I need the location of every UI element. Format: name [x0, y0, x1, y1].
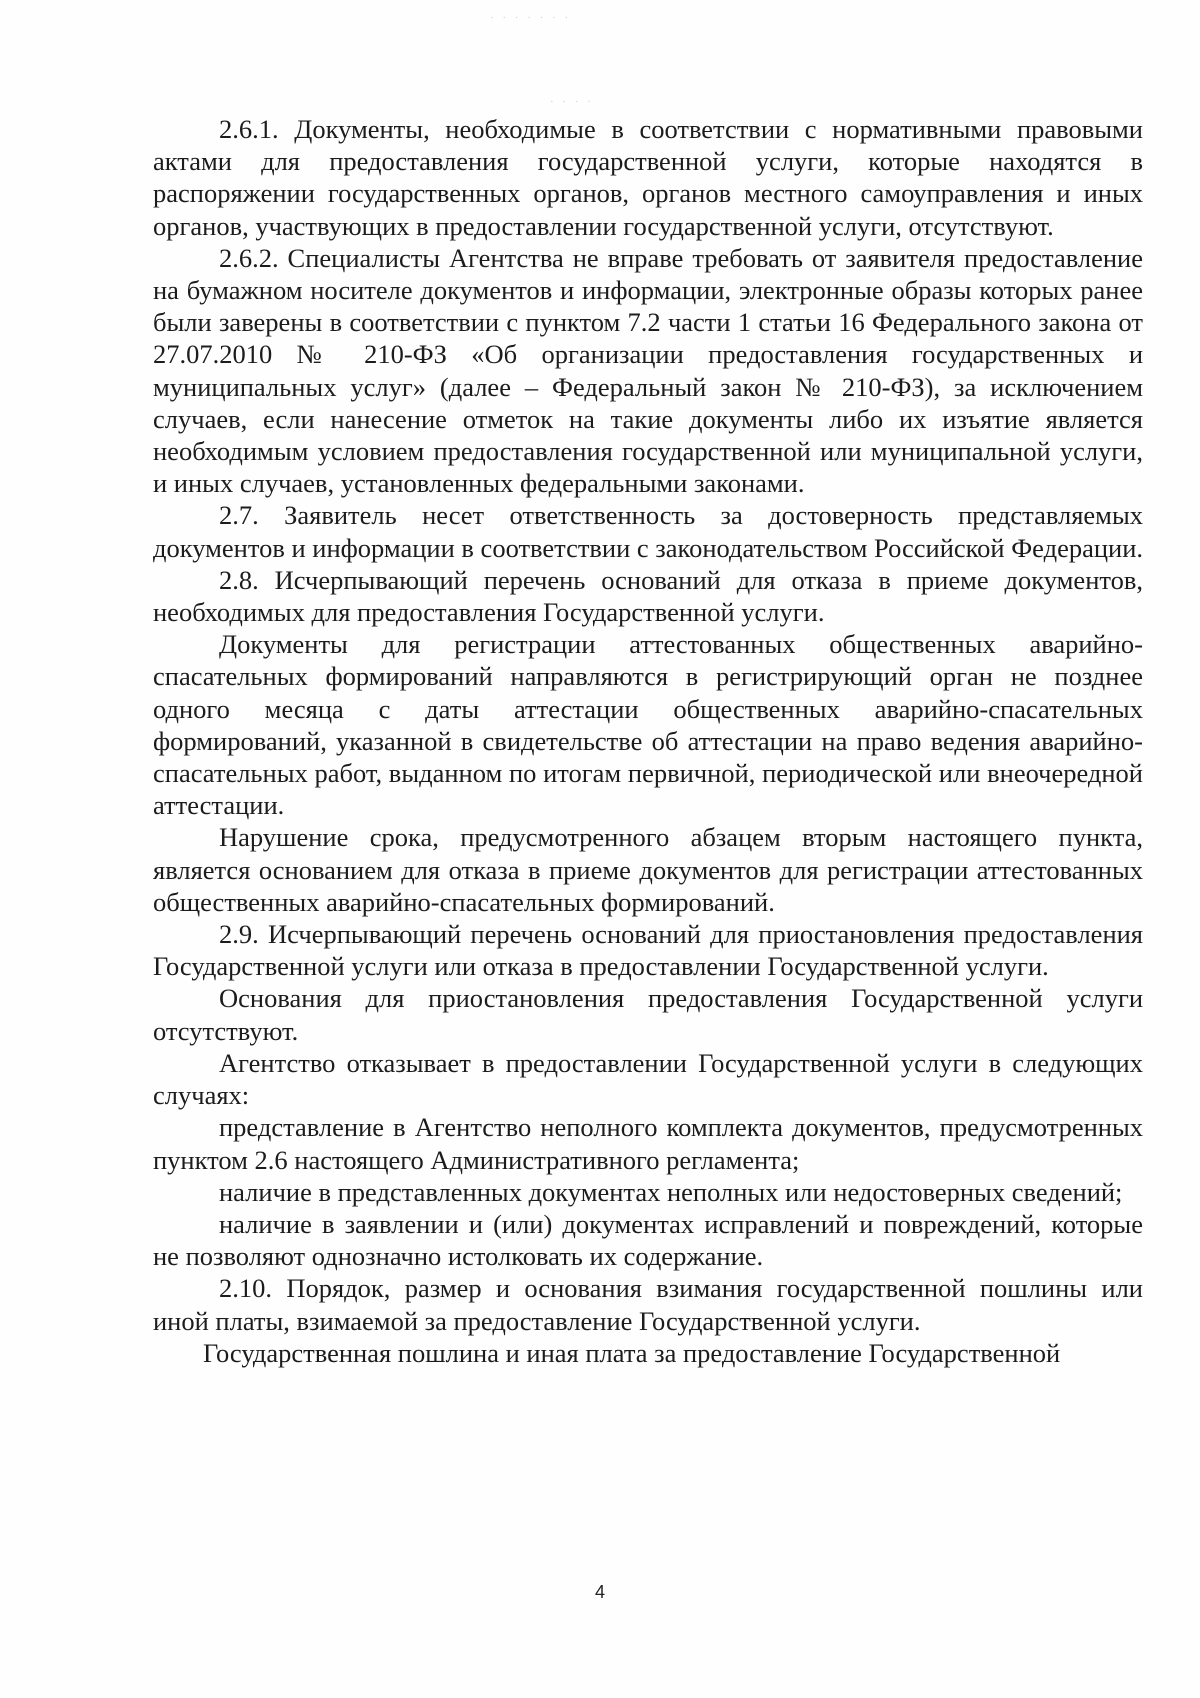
paragraph-2-8: 2.8. Исчерпывающий перечень оснований для отказа в приеме документов, необходимых для предоставления Государственной услуги.: [153, 564, 1143, 628]
paragraph-2-6-2: 2.6.2. Специалисты Агентства не вправе требовать от заявителя предоставление на бумажном носителе документов и информации, электронные образы которых ранее были заверены в соответствии с пунктом 7.2 части 1 статьи 16 Федерального закона от 27.07.2010 № 210-ФЗ «Об организации предоставления государственных и муниципальных услуг» (далее – Федеральный закон № 210-ФЗ), за исключением случаев, если нанесение отметок на такие документы либо их изъятие является необходимым условием предоставления государственной или муниципальной услуги, и иных случаев, установленных федеральными законами.: [153, 242, 1143, 499]
paragraph-2-6-1: 2.6.1. Документы, необходимые в соответствии с нормативными правовыми актами для предоставления государственной услуги, которые находятся в распоряжении государственных органов, органов местного самоуправления и иных органов, участвующих в предоставлении государственной услуги, отсутствуют.: [153, 114, 1143, 241]
paragraph-suspension-grounds: Основания для приостановления предоставления Государственной услуги отсутствуют.: [153, 983, 1143, 1046]
list-item-corrections: наличие в заявлении и (или) документах исправлений и повреждений, которые не позволяют однозначно истолковать их содержание.: [153, 1208, 1143, 1272]
scan-artifact: · · · · · · ·: [490, 12, 572, 24]
page-number: 4: [594, 1582, 605, 1602]
document-body: [153, 113, 1143, 1369]
paragraph-2-7: 2.7. Заявитель несет ответственность за достоверность представляемых документов и информации в соответствии с законодательством Российской Федерации.: [153, 500, 1144, 563]
list-item-unreliable-info: наличие в представленных документах неполных или недостоверных сведений;: [219, 1176, 1123, 1207]
paragraph-deadline-violation: Нарушение срока, предусмотренного абзацем вторым настоящего пункта, является основанием для отказа в приеме документов для регистрации аттестованных общественных аварийно-спасательных формирований.: [153, 822, 1143, 917]
paragraph-refusal-cases: Агентство отказывает в предоставлении Государственной услуги в следующих случаях:: [153, 1047, 1143, 1111]
paragraph-state-fee: Государственная пошлина и иная плата за предоставление Государственной: [203, 1337, 1061, 1368]
paragraph-2-9: 2.9. Исчерпывающий перечень оснований для приостановления предоставления Государственной услуги или отказа в предоставлении Государственной услуги.: [153, 919, 1143, 982]
list-item-incomplete-set: представление в Агентство неполного комплекта документов, предусмотренных пунктом 2.6 настоящего Административного регламента;: [153, 1112, 1143, 1175]
paragraph-registration-documents: Документы для регистрации аттестованных общественных аварийно-спасательных формирований направляются в регистрирующий орган не позднее одного месяца с даты аттестации общественных аварийно-спасательных формирований, указанной в свидетельстве об аттестации на право ведения аварийно-спасательных работ, выданном по итогам первичной, периодической или внеочередной аттестации.: [153, 629, 1143, 821]
scan-artifact: · · · ·: [550, 96, 594, 108]
paragraph-2-10: 2.10. Порядок, размер и основания взимания государственной пошлины или иной платы, взимаемой за предоставление Государственной услуги.: [153, 1273, 1143, 1336]
